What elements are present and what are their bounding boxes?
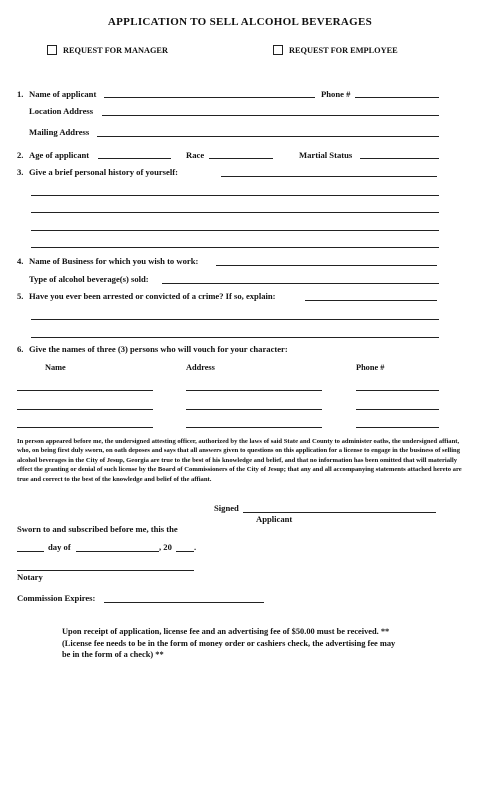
age-field[interactable]: [98, 158, 171, 159]
arrest-line[interactable]: [31, 337, 439, 338]
day-of-label: day of: [48, 542, 71, 552]
q4-number: 4.: [17, 256, 24, 266]
reference-address-field[interactable]: [186, 427, 322, 428]
q1-number: 1.: [17, 89, 24, 99]
race-label: Race: [186, 150, 205, 160]
reference-name-field[interactable]: [17, 409, 153, 410]
arrest-line[interactable]: [31, 319, 439, 320]
commission-expires-label: Commission Expires:: [17, 593, 96, 603]
year-suffix: .: [194, 542, 197, 552]
reference-name-field[interactable]: [17, 427, 153, 428]
race-field[interactable]: [209, 158, 273, 159]
phone-label: Phone #: [321, 89, 351, 99]
mailing-address-field[interactable]: [97, 136, 439, 137]
applicant-label: Applicant: [256, 514, 293, 524]
references-label: Give the names of three (3) persons who will vouch for your character:: [29, 344, 288, 354]
business-label: Name of Business for which you wish to work:: [29, 256, 199, 266]
year-prefix: , 20: [159, 542, 172, 552]
notary-label: Notary: [17, 572, 43, 582]
reference-name-header: Name: [45, 363, 66, 372]
location-address-field[interactable]: [102, 115, 439, 116]
employee-checkbox[interactable]: [273, 45, 283, 55]
fee-notice: Upon receipt of application, license fee and an advertising fee of $50.00 must be received. ** (License fee needs to be in the form of money order or cashiers check, the advertising fee may be in the form of a check) **: [62, 627, 396, 660]
phone-field[interactable]: [355, 97, 439, 98]
beverage-type-label: Type of alcohol beverage(s) sold:: [29, 274, 149, 284]
applicant-name-field[interactable]: [104, 97, 315, 98]
reference-name-field[interactable]: [17, 390, 153, 391]
arrest-field-first[interactable]: [305, 300, 437, 301]
notary-signature-field[interactable]: [17, 570, 194, 571]
mailing-address-label: Mailing Address: [29, 127, 90, 137]
arrest-label: Have you ever been arrested or convicted of a crime? If so, explain:: [29, 291, 276, 301]
history-line[interactable]: [31, 212, 439, 213]
reference-phone-field[interactable]: [356, 427, 439, 428]
sworn-text: Sworn to and subscribed before me, this the: [17, 524, 178, 534]
request-manager-label: REQUEST FOR MANAGER: [63, 46, 168, 55]
marital-status-field[interactable]: [360, 158, 439, 159]
month-field[interactable]: [76, 551, 159, 552]
history-line[interactable]: [31, 195, 439, 196]
location-address-label: Location Address: [29, 106, 94, 116]
age-label: Age of applicant: [29, 150, 90, 160]
reference-phone-field[interactable]: [356, 409, 439, 410]
business-field[interactable]: [216, 265, 437, 266]
signature-field[interactable]: [243, 512, 436, 513]
signed-label: Signed: [214, 503, 239, 513]
manager-checkbox[interactable]: [47, 45, 57, 55]
year-field[interactable]: [176, 551, 194, 552]
history-label: Give a brief personal history of yourself:: [29, 167, 178, 177]
commission-expires-field[interactable]: [104, 602, 264, 603]
q6-number: 6.: [17, 344, 24, 354]
reference-address-field[interactable]: [186, 390, 322, 391]
history-line[interactable]: [31, 230, 439, 231]
affidavit-text: In person appeared before me, the undersigned attesting officer, authorized by the laws of said State and County to administer oaths, the undersigned affiant, who, on being first duly sworn, on oath deposes and says that all answers given to questions on this application for a license to engage in the business of selling alcohol beverages in the City of Jesup, Georgia are true to the best of his knowledge and belief, and that no information has been omitted that will materially effect the granting or denial of such license by the Board of Commissioners of the City of Jesup; that any and all accompanying statements attached hereto are true and correct to the best of the knowledge and belief of the affiant.: [17, 438, 462, 483]
history-line[interactable]: [31, 247, 439, 248]
history-field-first[interactable]: [221, 176, 437, 177]
day-field[interactable]: [17, 551, 44, 552]
applicant-name-label: Name of applicant: [29, 89, 97, 99]
reference-address-header: Address: [186, 363, 215, 372]
form-title: APPLICATION TO SELL ALCOHOL BEVERAGES: [107, 16, 373, 28]
q2-number: 2.: [17, 150, 24, 160]
reference-address-field[interactable]: [186, 409, 322, 410]
beverage-type-field[interactable]: [162, 283, 439, 284]
reference-phone-field[interactable]: [356, 390, 439, 391]
q5-number: 5.: [17, 291, 24, 301]
marital-status-label: Martial Status: [299, 150, 353, 160]
request-employee-label: REQUEST FOR EMPLOYEE: [289, 46, 398, 55]
reference-phone-header: Phone #: [356, 363, 385, 372]
q3-number: 3.: [17, 167, 24, 177]
